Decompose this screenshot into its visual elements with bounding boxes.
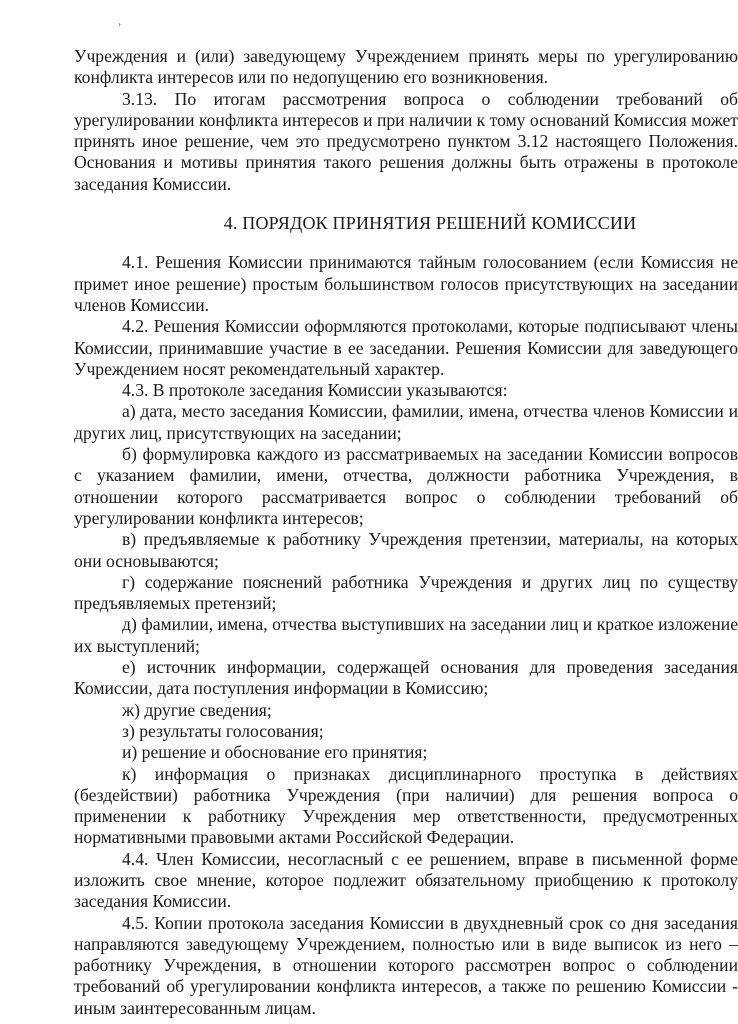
paragraph-continuation: Учреждения и (или) заведующему Учреждением принять меры по урегулированию конфликта интересов или по недопущению его возникновения. <box>74 46 738 88</box>
paragraph-4-4: 4.4. Член Комиссии, несогласный с ее решением, вправе в письменной форме изложить свое мнение, которое подлежит обязательному приобщению к протоколу заседания Комиссии. <box>74 848 738 912</box>
list-item-i: и) решение и обоснование его принятия; <box>122 742 428 763</box>
list-item-d: д) фамилии, имена, отчества выступивших на заседании лиц и краткое изложение их выступлений; <box>74 614 738 656</box>
list-item-zh: ж) другие сведения; <box>122 699 272 720</box>
paragraph-4-2: 4.2. Решения Комиссии оформляются протоколами, которые подписывают члены Комиссии, принимавшие участие в ее заседании. Решения Комиссии для заведующего Учреждением носят рекомендательный характер. <box>74 316 738 379</box>
list-item-g: г) содержание пояснений работника Учреждения и других лиц по существу предъявляемых претензий; <box>74 571 738 614</box>
section-heading: 4. ПОРЯДОК ПРИНЯТИЯ РЕШЕНИЙ КОМИССИИ <box>223 213 637 234</box>
scan-mark: › <box>118 19 121 29</box>
list-item-b: б) формулировка каждого из рассматриваемых на заседании Комиссии вопросов с указанием фамилии, имени, отчества, должности работника Учреждения, в отношении которого рассматривается вопрос о соблюдении требований об урегулировании конфликта интересов; <box>74 444 738 528</box>
list-item-z: з) результаты голосования; <box>122 720 324 741</box>
paragraph-4-3: 4.3. В протоколе заседания Комиссии указываются: <box>122 380 508 401</box>
list-item-a: а) дата, место заседания Комиссии, фамилии, имена, отчества членов Комиссии и других лиц, присутствующих на заседании; <box>74 401 738 443</box>
document-body <box>74 46 738 1019</box>
list-item-v: в) предъявляемые к работнику Учреждения претензии, материалы, на которых они основываются; <box>74 529 738 571</box>
paragraph-4-1: 4.1. Решения Комиссии принимаются тайным голосованием (если Комиссия не примет иное решение) простым большинством голосов присутствующих на заседании членов Комиссии. <box>74 252 738 315</box>
paragraph-3-13: 3.13. По итогам рассмотрения вопроса о соблюдении требований об урегулировании конфликта интересов и при наличии к тому оснований Комиссия может принять иное решение, чем это предусмотрено пунктом 3.12 настоящего Положения. Основания и мотивы принятия такого решения должны быть отражены в протоколе заседания Комиссии. <box>74 88 738 194</box>
list-item-e: е) источник информации, содержащей основания для проведения заседания Комиссии, дата поступления информации в Комиссию; <box>74 657 738 699</box>
paragraph-4-5: 4.5. Копии протокола заседания Комиссии в двухдневный срок со дня заседания направляются заведующему Учреждением, полностью или в виде выписок из него – работнику Учреждения, в отношении которого рассмотрен вопрос о соблюдении требований об урегулировании конфликта интересов, а также по решению Комиссии - иным заинтересованным лицам. <box>74 912 738 1018</box>
list-item-k: к) информация о признаках дисциплинарного проступка в действиях (бездействии) работника Учреждения (при наличии) для решения вопроса о применении к работнику Учреждения мер ответственности, предусмотренных нормативными правовыми актами Российской Федерации. <box>74 763 738 848</box>
